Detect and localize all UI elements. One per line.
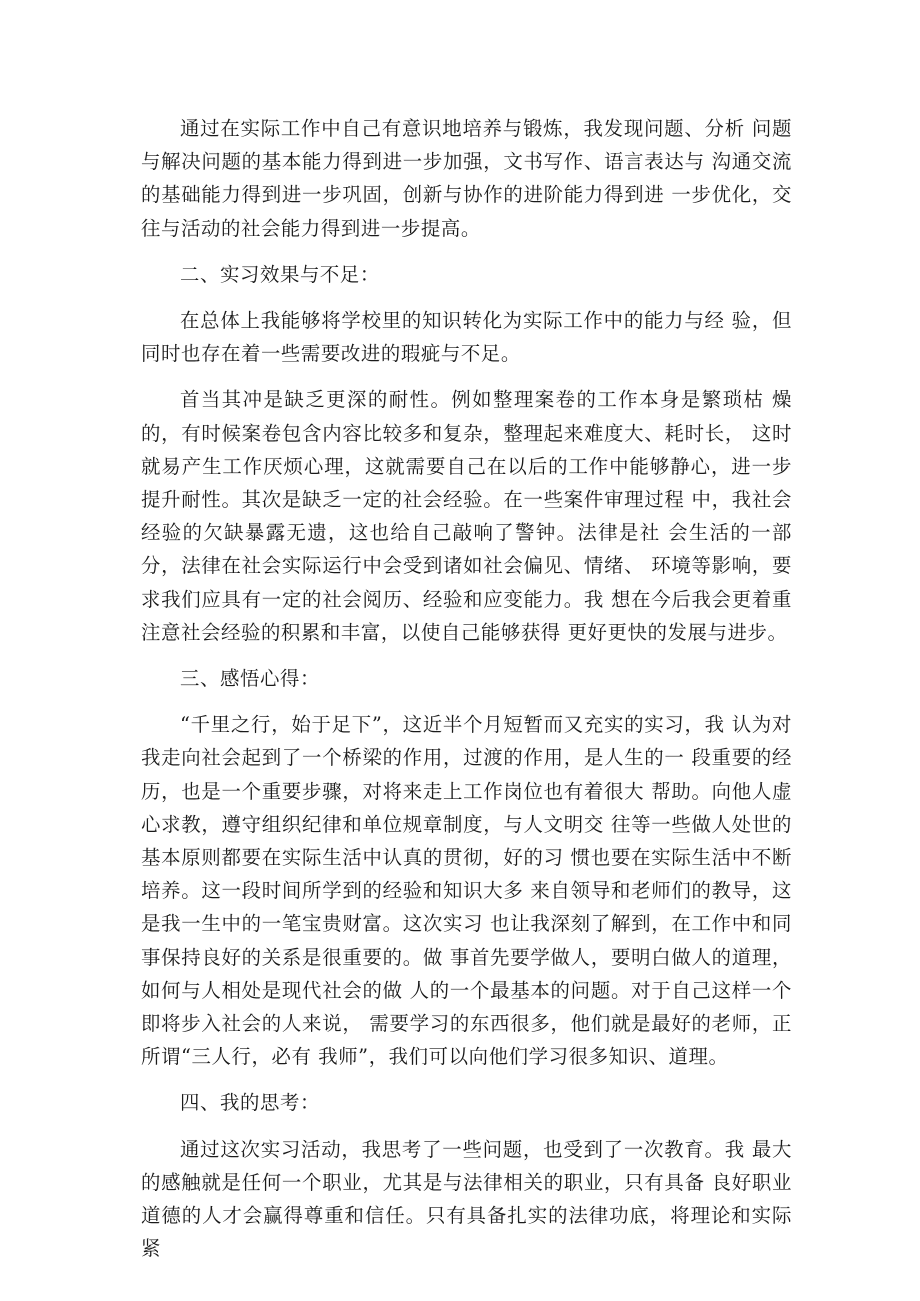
section-heading-thoughts: 四、我的思考： bbox=[180, 1091, 320, 1115]
section-heading-insights: 三、感悟心得： bbox=[180, 667, 320, 691]
paragraph-ability-growth: 通过在实际工作中自己有意识地培养与锻炼，我发现问题、分析 问题与解决问题的基本能力得到进一步加强，文书写作、语言表达与 沟通交流的基础能力得到进一步巩固，创新与协作的进阶能力得到进 一步优化，交往与活动的社会能力得到进一步提高。 bbox=[141, 117, 792, 240]
paragraph-insights: “千里之行，始于足下”，这近半个月短暂而又充实的实习，我 认为对我走向社会起到了一个桥梁的作用，过渡的作用，是人生的一 段重要的经历，也是一个重要步骤，对将来走上工作岗位也有着很大 帮助。向他人虚心求教，遵守组织纪律和单位规章制度，与人文明交 往等一些做人处世的基本原则都要在实际生活中认真的贯彻，好的习 惯也要在实际生活中不断培养。这一段时间所学到的经验和知识大多 来自领导和老师们的教导，这是我一生中的一笔宝贵财富。这次实习 也让我深刻了解到，在工作中和同事保持良好的关系是很重要的。做 事首先要学做人，要明白做人的道理，如何与人相处是现代社会的做 人的一个最基本的问题。对于自己这样一个即将步入社会的人来说， 需要学习的东西很多，他们就是最好的老师，正所谓“三人行，必有 我师”，我们可以向他们学习很多知识、道理。 bbox=[141, 713, 792, 1069]
paragraph-shortcomings: 首当其冲是缺乏更深的耐性。例如整理案卷的工作本身是繁琐枯 燥的，有时候案卷包含内容比较多和复杂，整理起来难度大、耗时长， 这时就易产生工作厌烦心理，这就需要自己在以后的工作中能够静心，进一步提升耐性。其次是缺乏一定的社会经验。在一些案件审理过程 中，我社会经验的欠缺暴露无遗，这也给自己敲响了警钟。法律是社 会生活的一部分，法律在社会实际运行中会受到诸如社会偏见、情绪、 环境等影响，要求我们应具有一定的社会阅历、经验和应变能力。我 想在今后我会更着重注意社会经验的积累和丰富，以使自己能够获得 更好更快的发展与进步。 bbox=[141, 388, 792, 644]
paragraph-thoughts: 通过这次实习活动，我思考了一些问题，也受到了一次教育。我 最大的感触就是任何一个职业，尤其是与法律相关的职业，只有具备 良好职业道德的人才会赢得尊重和信任。只有具备扎实的法律功底，将理论和实际紧 bbox=[141, 1137, 792, 1261]
paragraph-overall: 在总体上我能够将学校里的知识转化为实际工作中的能力与经 验，但同时也存在着一些需要改进的瑕疵与不足。 bbox=[141, 309, 792, 366]
section-heading-effects: 二、实习效果与不足： bbox=[180, 262, 380, 286]
